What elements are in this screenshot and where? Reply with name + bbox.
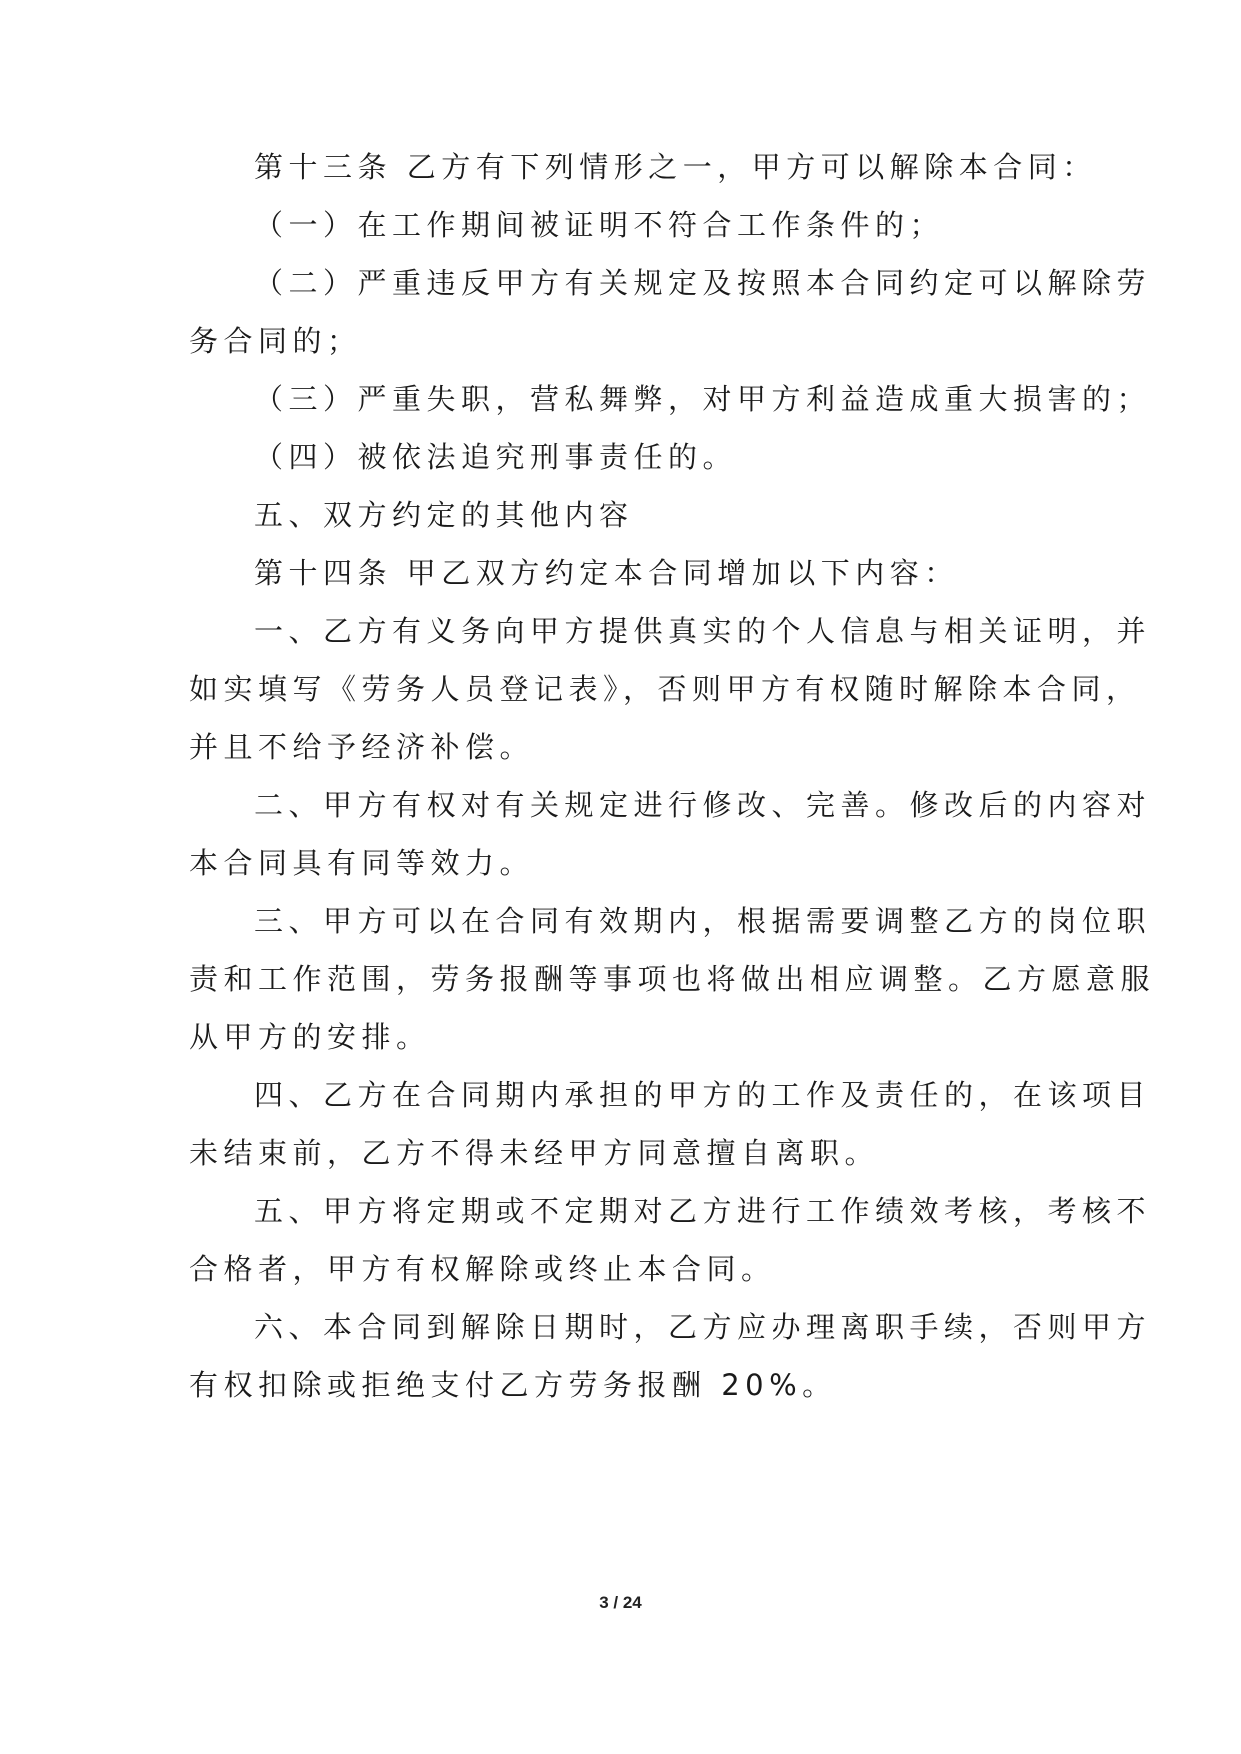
clause-14-item-1: 一、乙方有义务向甲方提供真实的个人信息与相关证明，并	[254, 614, 1152, 648]
clause-14-item-3-cont: 责和工作范围，劳务报酬等事项也将做出相应调整。乙方愿意服	[189, 962, 1156, 996]
clause-14-item-3-cont2: 从甲方的安排。	[189, 1020, 431, 1054]
clause-13-item-2-cont: 务合同的；	[189, 324, 362, 358]
clause-14-item-5: 五、甲方将定期或不定期对乙方进行工作绩效考核，考核不	[254, 1194, 1152, 1228]
clause-14-item-3: 三、甲方可以在合同有效期内，根据需要调整乙方的岗位职	[254, 904, 1152, 938]
clause-14-heading: 第十四条 甲乙双方约定本合同增加以下内容：	[254, 556, 959, 590]
clause-14-item-6-cont: 有权扣除或拒绝支付乙方劳务报酬 20%。	[189, 1368, 837, 1402]
clause-13-item-3: （三）严重失职，营私舞弊，对甲方利益造成重大损害的；	[254, 382, 1152, 416]
clause-13-item-4: （四）被依法追究刑事责任的。	[254, 440, 738, 474]
clause-14-item-4-cont: 未结束前，乙方不得未经甲方同意擅自离职。	[189, 1136, 880, 1170]
clause-14-item-2-cont: 本合同具有同等效力。	[189, 846, 535, 880]
clause-14-item-2: 二、甲方有权对有关规定进行修改、完善。修改后的内容对	[254, 788, 1152, 822]
clause-14-item-1-cont: 如实填写《劳务人员登记表》，否则甲方有权随时解除本合同，	[189, 672, 1141, 706]
clause-14-item-6: 六、本合同到解除日期时，乙方应办理离职手续，否则甲方	[254, 1310, 1152, 1344]
page-number: 3 / 24	[599, 1593, 642, 1612]
clause-13-heading: 第十三条 乙方有下列情形之一，甲方可以解除本合同：	[254, 150, 1097, 184]
clause-13-item-1: （一）在工作期间被证明不符合工作条件的；	[254, 208, 945, 242]
clause-14-item-5-cont: 合格者，甲方有权解除或终止本合同。	[189, 1252, 776, 1286]
clause-14-item-4: 四、乙方在合同期内承担的甲方的工作及责任的，在该项目	[254, 1078, 1152, 1112]
section-5-heading: 五、双方约定的其他内容	[254, 498, 634, 532]
clause-14-item-1-cont2: 并且不给予经济补偿。	[189, 730, 535, 764]
clause-13-item-2: （二）严重违反甲方有关规定及按照本合同约定可以解除劳	[254, 266, 1152, 300]
